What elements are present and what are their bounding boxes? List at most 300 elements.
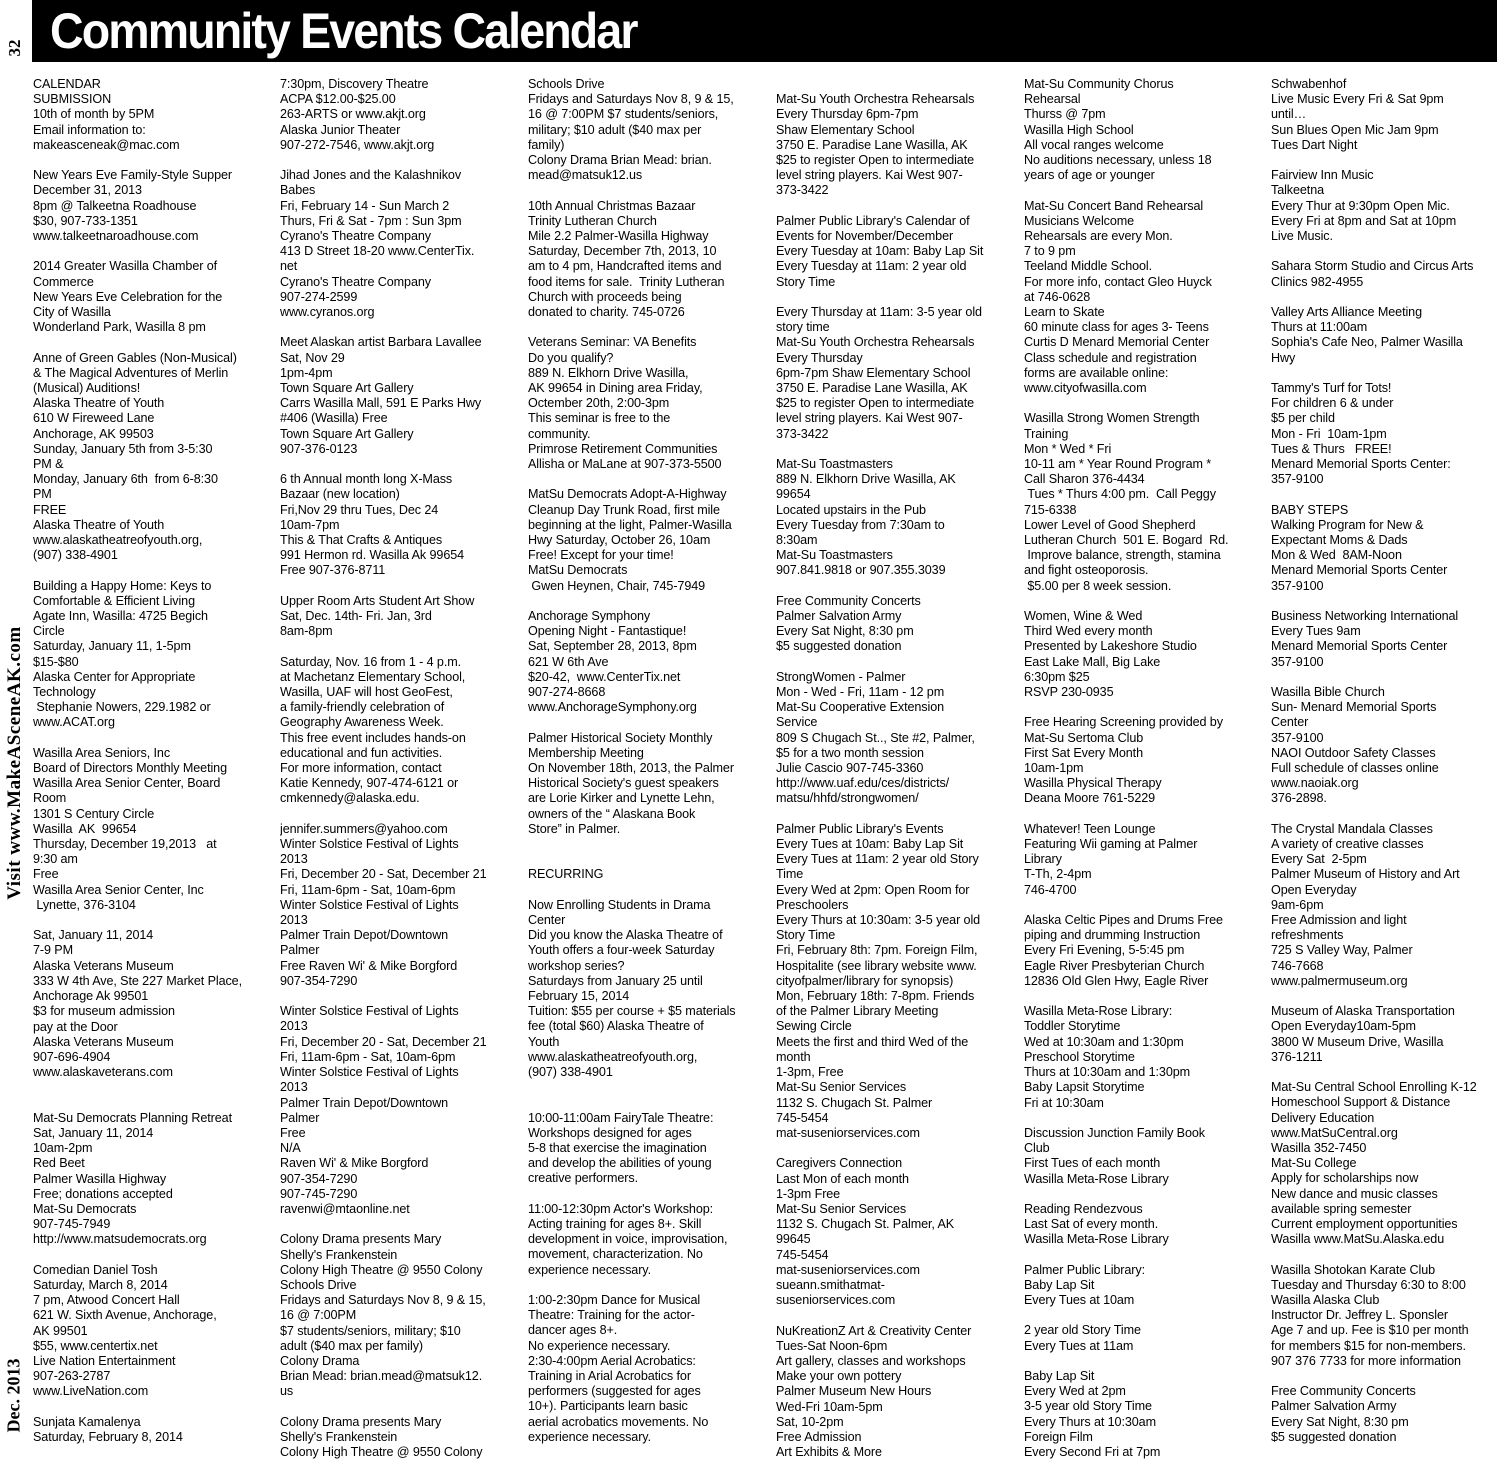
event-text-line (1024, 1187, 1260, 1202)
event-text-line: until… (1271, 107, 1307, 122)
event-text-line: Do you qualify? (528, 350, 614, 365)
event-text-line (1024, 898, 1260, 913)
event-text-line (1024, 700, 1260, 715)
event-text-line: Colony Drama presents Mary (280, 1232, 442, 1247)
event-text-line: 907-745-7949 (33, 1217, 111, 1232)
event-text-line: Comfortable & Efficient Living (33, 593, 195, 608)
event-text-line: 10+). Participants learn basic (528, 1399, 688, 1414)
event-text-line: 6:30pm $25 (1024, 669, 1090, 684)
event-text-line: $20-42, www.CenterTix.net (528, 669, 681, 684)
event-text-line: Free Raven Wi' & Mike Borgford (280, 958, 458, 973)
event-text-line: 7:30pm, Discovery Theatre (280, 77, 429, 91)
event-text-line: Every Sat 2-5pm (1271, 852, 1367, 867)
event-text-line (528, 1278, 764, 1293)
event-text-line: 333 W 4th Ave, Ste 227 Market Place, (33, 973, 242, 988)
event-text-line: Brian Mead: brian.mead@matsuk12. (280, 1369, 483, 1384)
event-text-line: $5 suggested donation (1271, 1429, 1397, 1444)
event-text-line: www.cityofwasilla.com (1024, 381, 1147, 396)
event-text-line: Upper Room Arts Student Art Show (280, 593, 475, 608)
event-text-line: month (776, 1049, 811, 1064)
event-text-line: Saturday, March 8, 2014 (33, 1277, 168, 1292)
event-text-line: NAOI Outdoor Safety Classes (1271, 745, 1436, 760)
event-text-line: Wasilla, UAF will host GeoFest, (280, 685, 453, 700)
event-text-line: 99654 (776, 487, 811, 502)
event-text-line: For more information, contact (280, 761, 442, 776)
event-text-line: Palmer Historical Society Monthly (528, 730, 713, 745)
event-text-line: Membership Meeting (528, 745, 644, 760)
event-text-line: Every Tues at 10am (1024, 1293, 1135, 1308)
event-text-line: $5 for a two month session (776, 745, 924, 760)
event-text-line: Alaska Veterans Museum (33, 958, 174, 973)
event-text-line: 2:30-4:00pm Aerial Acrobatics: (528, 1353, 696, 1368)
event-text-line (1024, 989, 1260, 1004)
event-text-line: Cyrano's Theatre Company (280, 229, 431, 244)
event-text-line (280, 1400, 516, 1415)
event-text-line: Comedian Daniel Tosh (33, 1262, 158, 1277)
event-text-line: 907-263-2787 (33, 1369, 111, 1384)
event-text-line: 907-376-0123 (280, 441, 358, 456)
event-text-line (280, 153, 516, 168)
event-text-line: 746-4700 (1024, 882, 1077, 897)
event-text-line: donated to charity. 745-0726 (528, 305, 685, 320)
event-text-line: Curtis D Menard Memorial Center (1024, 335, 1210, 350)
event-text-line: military; $10 adult ($40 max per (528, 122, 702, 137)
event-text-line: 889 N. Elkhorn Drive Wasilla, (528, 365, 689, 380)
event-text-line: Menard Memorial Sports Center (1271, 563, 1448, 578)
event-text-line: 373-3422 (776, 426, 829, 441)
event-text-line: Palmer Public Library's Calendar of (776, 213, 970, 228)
event-text-line: For more info, contact Gleo Huyck (1024, 274, 1212, 289)
event-text-line: Baby Lapsit Storytime (1024, 1080, 1145, 1095)
event-text-line: Alaska Veterans Museum (33, 1034, 174, 1049)
event-text-line (528, 1095, 764, 1110)
header-banner (32, 0, 1497, 62)
event-text-line: Every Second Fri at 7pm (1024, 1445, 1161, 1460)
event-text-line: performers (suggested for ages (528, 1384, 701, 1399)
event-text-line: Alaska Theatre of Youth (33, 517, 165, 532)
event-text-line: Wasilla Physical Therapy (1024, 776, 1162, 791)
event-text-line: 357-9100 (1271, 654, 1324, 669)
event-text-line: Open Everyday (1271, 882, 1357, 897)
event-text-line: Anchorage Ak 99501 (33, 989, 149, 1004)
event-text-line: Mat-Su Central School Enrolling K-12 (1271, 1080, 1477, 1095)
event-text-line: Wasilla Area Senior Center, Inc (33, 882, 204, 897)
event-text-line: Preschool Storytime (1024, 1049, 1135, 1064)
event-text-line: Hwy (1271, 350, 1296, 365)
event-text-line: East Lake Mall, Big Lake (1024, 654, 1161, 669)
event-text-line: 376-2898. (1271, 791, 1327, 806)
event-text-line (33, 563, 269, 578)
event-text-line: mead@matsuk12.us (528, 168, 643, 183)
event-text-line: Rehearsal (1024, 92, 1081, 107)
event-text-line (776, 807, 1012, 822)
event-text-line: http://www.uaf.edu/ces/districts/ (776, 776, 950, 791)
event-text-line: First Sat Every Month (1024, 745, 1143, 760)
event-text-line: 715-6338 (1024, 502, 1077, 517)
event-text-line: Service (776, 715, 818, 730)
event-text-line: am to 4 pm, Handcrafted items and (528, 259, 722, 274)
event-text-line: Every Tuesday at 11am: 2 year old (776, 259, 967, 274)
event-text-line (528, 883, 764, 898)
event-text-line: 907-745-7290 (280, 1186, 358, 1201)
event-text-line (776, 442, 1012, 457)
event-text-line (33, 1080, 269, 1095)
event-text-line: 3750 E. Paradise Lane Wasilla, AK (776, 381, 968, 396)
event-text-line (280, 320, 516, 335)
event-text-line: Building a Happy Home: Keys to (33, 578, 212, 593)
event-text-line (1271, 290, 1497, 305)
event-text-line: 99645 (776, 1232, 811, 1247)
event-text-line: Sun Blues Open Mic Jam 9pm (1271, 122, 1439, 137)
event-text-line: Mat-Su Senior Services (776, 1201, 907, 1216)
event-text-line: Mon & Wed 8AM-Noon (1271, 548, 1402, 563)
event-text-line: Cyrano's Theatre Company (280, 274, 431, 289)
event-text-line: Every Tuesday from 7:30am to (776, 517, 945, 532)
event-text-line: food items for sale. Trinity Lutheran (528, 274, 725, 289)
event-text-line: Foreign Film (1024, 1429, 1093, 1444)
event-text-line: forms are available online: (1024, 365, 1169, 380)
event-text-line: Did you know the Alaska Theatre of (528, 928, 723, 943)
event-text-line: Palmer Salvation Army (1271, 1399, 1397, 1414)
events-column-1 (33, 77, 269, 1460)
event-text-line: Commerce (33, 274, 94, 289)
event-text-line: sueann.smithatmat- (776, 1277, 885, 1292)
event-text-line: Octember 20th, 2:00-3pm (528, 396, 670, 411)
event-text-line: Free (280, 1125, 306, 1140)
event-text-line: and develop the abilities of young (528, 1156, 712, 1171)
event-text-line: 907-354-7290 (280, 1171, 358, 1186)
event-text-line: Now Enrolling Students in Drama (528, 897, 711, 912)
event-text-line: 2014 Greater Wasilla Chamber of (33, 259, 218, 274)
event-text-line: Caregivers Connection (776, 1156, 903, 1171)
event-text-line: $25 to register Open to intermediate (776, 396, 975, 411)
event-text-line: Julie Cascio 907-745-3360 (776, 761, 924, 776)
event-text-line: $5 suggested donation (776, 639, 902, 654)
event-text-line: 2013 (280, 1080, 308, 1095)
event-text-line: www.alaskatheatreofyouth.org, (528, 1049, 698, 1064)
event-text-line (776, 1308, 1012, 1323)
event-text-line: 413 D Street 18-20 www.CenterTix. (280, 244, 475, 259)
event-text-line: Shaw Elementary School (776, 122, 915, 137)
event-text-line: PM & (33, 457, 64, 472)
event-text-line: Sun- Menard Memorial Sports (1271, 700, 1437, 715)
event-text-line: 16 @ 7:00PM (280, 1308, 357, 1323)
event-text-line: Baby Lap Sit (1024, 1277, 1095, 1292)
event-text-line (1271, 487, 1497, 502)
event-text-line: Babes (280, 183, 316, 198)
event-text-line: Every Thurs at 10:30am (1024, 1414, 1156, 1429)
event-text-line: Winter Solstice Festival of Lights (280, 1065, 459, 1080)
event-text-line: Room (33, 791, 67, 806)
event-text-line: Wasilla www.MatSu.Alaska.edu (1271, 1232, 1445, 1247)
event-text-line: Shelly's Frankenstein (280, 1429, 398, 1444)
event-text-line: Every Sat Night, 8:30 pm (1271, 1414, 1409, 1429)
event-text-line: www.AnchorageSymphony.org (528, 700, 697, 715)
event-text-line: www.alaskaveterans.com (33, 1065, 173, 1080)
event-text-line: The Crystal Mandala Classes (1271, 821, 1433, 836)
event-text-line: Jihad Jones and the Kalashnikov (280, 168, 462, 183)
event-text-line (528, 852, 764, 867)
event-text-line: Colony Drama (280, 1353, 360, 1368)
event-text-line (1024, 1248, 1260, 1263)
event-text-line: Every Thursday at 11am: 3-5 year old (776, 305, 982, 319)
event-text-line (776, 290, 1012, 305)
event-text-line: Free Hearing Screening provided by (1024, 715, 1223, 730)
event-text-line: $55, www.centertix.net (33, 1338, 158, 1353)
event-text-line: Wasilla Shotokan Karate Club (1271, 1262, 1436, 1277)
event-text-line: available spring semester (1271, 1201, 1412, 1216)
event-text-line: 745-5454 (776, 1110, 829, 1125)
event-text-line: 1301 S Century Circle (33, 806, 155, 821)
event-text-line: 809 S Chugach St.., Ste #2, Palmer, (776, 730, 975, 745)
event-text-line: Mon - Fri 10am-1pm (1271, 426, 1387, 441)
event-text-line: Schools Drive (528, 77, 605, 91)
event-text-line: 12836 Old Glen Hwy, Eagle River (1024, 973, 1209, 988)
event-text-line: Fri at 10:30am (1024, 1095, 1104, 1110)
event-text-line: AK 99654 in Dining area Friday, (528, 381, 703, 396)
event-text-line: 1132 S. Chugach St. Palmer, AK (776, 1217, 955, 1232)
event-text-line: Every Fri at 8pm and Sat at 10pm (1271, 213, 1457, 228)
event-text-line: 907.841.9818 or 907.355.3039 (776, 563, 946, 578)
event-text-line: Colony High Theatre @ 9550 Colony (280, 1262, 483, 1277)
event-text-line: dancer ages 8+. (528, 1323, 618, 1338)
event-text-line: 1pm-4pm (280, 365, 333, 380)
event-text-line: Story Time (776, 274, 836, 289)
event-text-line: Historical Society's guest speakers (528, 776, 719, 791)
event-text-line: Cleanup Day Trunk Road, first mile (528, 502, 720, 517)
event-text-line (33, 244, 269, 259)
event-text-line: Alaska Junior Theater (280, 122, 401, 137)
event-text-line (1271, 1247, 1497, 1262)
event-text-line: Trinity Lutheran Church (528, 213, 657, 228)
event-text-line (1271, 989, 1497, 1004)
event-text-line: 376-1211 (1271, 1049, 1323, 1064)
event-text-line: Free! Except for your time! (528, 548, 674, 563)
event-text-line: Palmer Train Depot/Downtown (280, 928, 449, 943)
event-text-line: $5 per child (1271, 411, 1335, 426)
event-text-line: This seminar is free to the (528, 411, 671, 426)
event-text-line: Free Community Concerts (776, 593, 921, 608)
event-text-line: Teeland Middle School. (1024, 259, 1153, 274)
event-text-line: www.MatSuCentral.org (1271, 1125, 1398, 1140)
event-text-line (528, 1080, 764, 1095)
event-text-line: N/A (280, 1141, 301, 1156)
event-text-line: 6pm-7pm Shaw Elementary School (776, 365, 971, 380)
event-text-line: Call Sharon 376-4434 (1024, 472, 1145, 487)
event-text-line: net (280, 259, 298, 274)
event-text-line: cityofpalmer/library for synopsis) (776, 973, 954, 988)
event-text-line: MatSu Democrats Adopt-A-Highway (528, 487, 727, 502)
event-text-line: years of age or younger (1024, 168, 1155, 183)
event-text-line: This & That Crafts & Antiques (280, 533, 443, 548)
event-text-line: aerial acrobatics movements. No (528, 1414, 709, 1429)
event-text-line: 1-3pm Free (776, 1186, 841, 1201)
event-text-line: 621 W. Sixth Avenue, Anchorage, (33, 1308, 217, 1323)
event-text-line: On November 18th, 2013, the Palmer (528, 761, 734, 776)
event-text-line: Free Community Concerts (1271, 1384, 1416, 1399)
event-text-line: experience necessary. (528, 1262, 651, 1277)
event-text-line: Presented by Lakeshore Studio (1024, 639, 1197, 654)
event-text-line: For children 6 & under (1271, 396, 1394, 411)
event-text-line: Tuition: $55 per course + $5 materials (528, 1004, 736, 1019)
event-text-line: Sat, Nov 29 (280, 350, 345, 365)
event-text-line: BABY STEPS (1271, 502, 1349, 517)
event-text-line: Fridays and Saturdays Nov 8, 9 & 15, (280, 1293, 486, 1308)
event-text-line: Stephanie Nowers, 229.1982 or (33, 700, 211, 715)
event-text-line: Palmer Wasilla Highway (33, 1171, 167, 1186)
event-text-line: Hwy Saturday, October 26, 10am (528, 533, 711, 548)
event-text-line: Mon - Wed - Fri, 11am - 12 pm (776, 685, 945, 700)
event-text-line: 263-ARTS or www.akjt.org (280, 107, 426, 122)
event-text-line: 7 pm, Atwood Concert Hall (33, 1293, 180, 1308)
event-text-line: family) (528, 137, 565, 152)
event-text-line: Valley Arts Alliance Meeting (1271, 305, 1422, 319)
event-text-line (280, 807, 516, 822)
event-text-line: City of Wasilla (33, 305, 111, 320)
event-text-line: Every Tues at 10am: Baby Lap Sit (776, 837, 964, 852)
event-text-line: Workshops designed for ages (528, 1125, 692, 1140)
event-text-line: refreshments (1271, 928, 1344, 943)
event-text-line: Live Music Every Fri & Sat 9pm (1271, 92, 1444, 107)
event-text-line: (907) 338-4901 (33, 548, 118, 563)
event-text-line: experience necessary. (528, 1429, 651, 1444)
event-text-line: Whatever! Teen Lounge (1024, 821, 1156, 836)
event-text-line: SUBMISSION (33, 92, 112, 107)
event-text-line (33, 1096, 269, 1111)
event-text-line: us (280, 1384, 294, 1399)
event-text-line: Wasilla Strong Women Strength (1024, 411, 1200, 426)
event-text-line: Live Nation Entertainment (33, 1353, 176, 1368)
event-text-line: level string players. Kai West 907- (776, 411, 963, 426)
event-text-line: CALENDAR (33, 77, 101, 91)
event-text-line: Town Square Art Gallery (280, 381, 414, 396)
event-text-line: Wasilla Meta-Rose Library (1024, 1171, 1169, 1186)
event-text-line: Wonderland Park, Wasilla 8 pm (33, 320, 206, 335)
event-text-line: Story Time (776, 928, 836, 943)
event-text-line: http://www.matsudemocrats.org (33, 1232, 207, 1247)
event-text-line: First Tues of each month (1024, 1156, 1161, 1171)
event-text-line: Youth offers a four-week Saturday (528, 943, 715, 958)
event-text-line: Learn to Skate (1024, 305, 1105, 320)
event-text-line: Live Music. (1271, 229, 1333, 244)
event-text-line: Board of Directors Monthly Meeting (33, 761, 227, 776)
event-text-line: Saturdays from January 25 until (528, 973, 703, 988)
event-text-line: Mat-Su Toastmasters (776, 548, 893, 563)
event-text-line: Every Tuesday at 10am: Baby Lap Sit (776, 244, 984, 259)
event-text-line: Red Beet (33, 1156, 85, 1171)
event-text-line (1024, 183, 1260, 198)
event-text-line: educational and fun activities. (280, 745, 443, 760)
event-text-line: (907) 338-4901 (528, 1065, 613, 1080)
event-text-line (1024, 1354, 1260, 1369)
website-url[interactable]: Visit www.MakeASceneAK.com (4, 626, 25, 900)
event-text-line: Center (1271, 715, 1309, 730)
event-text-line: Church with proceeds being (528, 289, 682, 304)
event-text-line (1271, 153, 1497, 168)
event-text-line: 9am-6pm (1271, 897, 1324, 912)
event-text-line (1271, 807, 1497, 822)
event-text-line: 746-7668 (1271, 958, 1324, 973)
event-text-line: Wasilla Meta-Rose Library: (1024, 1004, 1173, 1019)
event-text-line (776, 199, 1012, 214)
event-text-line: 10th Annual Christmas Bazaar (528, 198, 696, 213)
event-text-line: Preschoolers (776, 897, 849, 912)
event-text-line: and fight osteoporosis. (1024, 563, 1149, 578)
event-text-line: Lower Level of Good Shepherd (1024, 517, 1196, 532)
event-text-line: Women, Wine & Wed (1024, 609, 1143, 624)
event-text-line: Palmer (280, 943, 320, 958)
event-text-line: Mat-Su Cooperative Extension (776, 700, 945, 715)
event-text-line: Sunday, January 5th from 3-5:30 (33, 441, 213, 456)
events-column-6 (1271, 77, 1497, 1460)
event-text-line: 8am-8pm (280, 624, 333, 639)
event-text-line: Sophia's Cafe Neo, Palmer Wasilla (1271, 335, 1463, 350)
event-text-line: Sat, September 28, 2013, 8pm (528, 639, 697, 654)
event-text-line: MatSu Democrats (528, 563, 628, 578)
event-text-line: Saturday, January 11, 1-5pm (33, 639, 191, 654)
event-text-line: 991 Hermon rd. Wasilla Ak 99654 (280, 548, 465, 563)
event-text-line: Age 7 and up. Fee is $10 per month (1271, 1323, 1469, 1338)
event-text-line: development in voice, improvisation, (528, 1232, 728, 1247)
event-text-line: 10-11 am * Year Round Program * (1024, 457, 1212, 472)
event-text-line (33, 153, 269, 168)
event-text-line: Hospitalite (see library website www. (776, 958, 977, 973)
event-text-line: piping and drumming Instruction (1024, 928, 1201, 943)
event-text-line: Palmer Museum New Hours (776, 1384, 932, 1399)
event-text-line: 3800 W Museum Drive, Wasilla (1271, 1034, 1444, 1049)
event-text-line: 10am-1pm (1024, 761, 1084, 776)
events-column-3 (528, 77, 764, 1460)
event-text-line (33, 335, 269, 350)
event-text-line: Mon, February 18th: 7-8pm. Friends (776, 989, 975, 1004)
event-text-line: Palmer Train Depot/Downtown (280, 1095, 449, 1110)
event-text-line: at 746-0628 (1024, 289, 1091, 304)
event-text-line: Winter Solstice Festival of Lights (280, 897, 459, 912)
event-text-line: Sunjata Kamalenya (33, 1414, 141, 1429)
event-text-line: Saturday, December 7th, 2013, 10 (528, 244, 717, 259)
event-text-line: Lutheran Church 501 E. Bogard Rd. (1024, 533, 1229, 548)
event-text-line: Business Networking International (1271, 609, 1459, 624)
event-text-line: Sat, Dec. 14th- Fri. Jan, 3rd (280, 609, 432, 624)
event-text-line (33, 913, 269, 928)
event-text-line: 745-5454 (776, 1247, 829, 1262)
event-text-line (528, 320, 764, 335)
event-text-line: adult ($40 max per family) (280, 1338, 423, 1353)
event-text-line: pay at the Door (33, 1019, 118, 1034)
event-text-line: Sat, 10-2pm (776, 1414, 844, 1429)
event-text-line: Thurs, Fri & Sat - 7pm : Sun 3pm (280, 213, 462, 228)
event-text-line: 2013 (280, 913, 308, 928)
event-text-line (1024, 594, 1260, 609)
event-text-line: 10th of month by 5PM (33, 107, 155, 122)
event-text-line: Alaska Celtic Pipes and Drums Free (1024, 913, 1223, 928)
event-text-line: $5.00 per 8 week session. (1024, 578, 1172, 593)
event-text-line: suseniorservices.com (776, 1293, 896, 1308)
event-text-line: Thurs at 11:00am (1271, 320, 1368, 335)
event-text-line: Every Tues at 11am (1024, 1338, 1134, 1353)
event-text-line: Wasilla Alaska Club (1271, 1293, 1380, 1308)
event-text-line: Anne of Green Gables (Non-Musical) (33, 350, 237, 365)
event-text-line: Every Thursday (776, 350, 863, 365)
event-text-line: 10am-7pm (280, 517, 340, 532)
event-text-line: Schwabenhof (1271, 77, 1347, 91)
event-text-line: New Years Eve Family-Style Supper (33, 168, 232, 183)
page-number: 32 (5, 39, 24, 57)
event-text-line: 6 th Annual month long X-Mass (280, 472, 453, 487)
event-text-line: Fri, December 20 - Sat, December 21 (280, 867, 487, 882)
event-text-line: 357-9100 (1271, 730, 1324, 745)
event-text-line (1271, 366, 1497, 381)
